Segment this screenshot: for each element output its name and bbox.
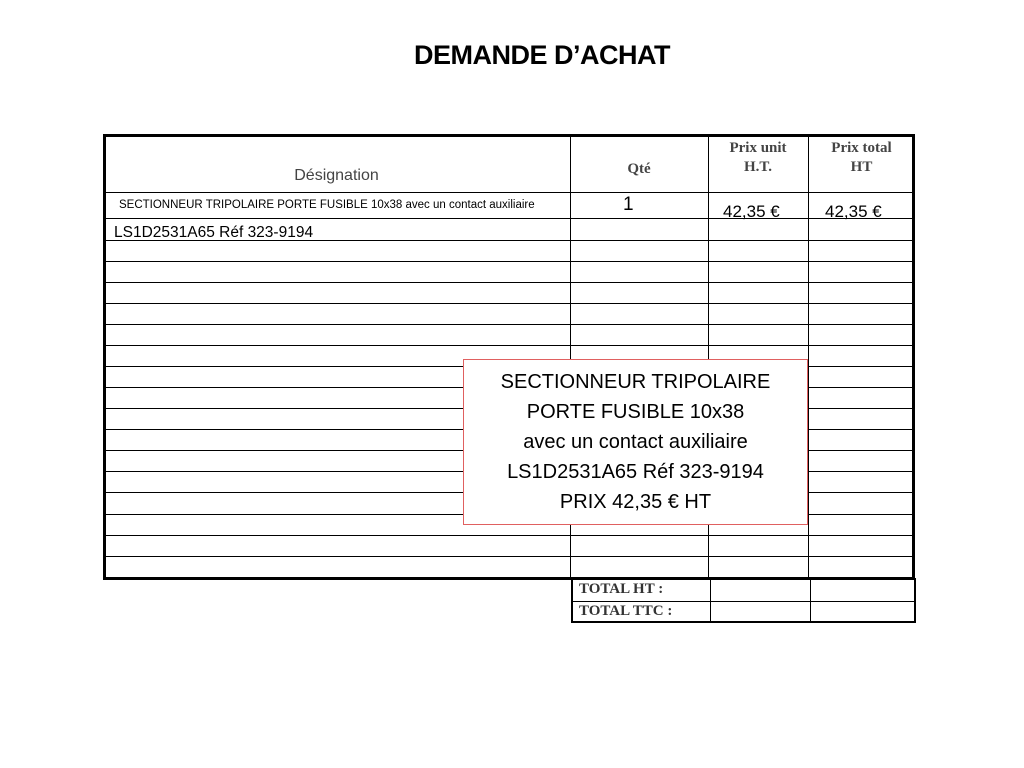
totals-block [571,578,916,623]
header-designation: Désignation [294,167,379,184]
header-total-price [808,139,915,177]
callout-line1: SECTIONNEUR TRIPOLAIRE [500,371,771,393]
row1-unit-price: 42,35 € [723,202,780,221]
totals-row-separator [573,601,914,602]
total-ht-label: TOTAL HT : [579,581,664,597]
callout-line4: LS1D2531A65 Réf 323-9194 [507,461,764,483]
callout-line3: avec un contact auxiliaire [523,431,748,453]
header-quantity: Qté [627,161,651,177]
page-title: DEMANDE D’ACHAT [414,40,670,70]
header-unit-price-line1: Prix unit [729,140,787,156]
callout-line2: PORTE FUSIBLE 10x38 [526,401,745,423]
callout-line5: PRIX 42,35 € HT [559,491,712,513]
header-total-price-line2: HT [850,159,873,175]
row1-designation: SECTIONNEUR TRIPOLAIRE PORTE FUSIBLE 10x38 avec un contact auxiliaire [119,199,535,211]
header-unit-price-line2: H.T. [743,159,773,175]
header-total-price-line1: Prix total [831,140,892,156]
total-ttc-label: TOTAL TTC : [579,603,673,619]
product-callout [463,359,808,525]
row2-designation: LS1D2531A65 Réf 323-9194 [114,224,314,241]
row1-quantity: 1 [623,194,634,215]
row1-total-price: 42,35 € [825,202,882,221]
header-unit-price [708,139,808,177]
